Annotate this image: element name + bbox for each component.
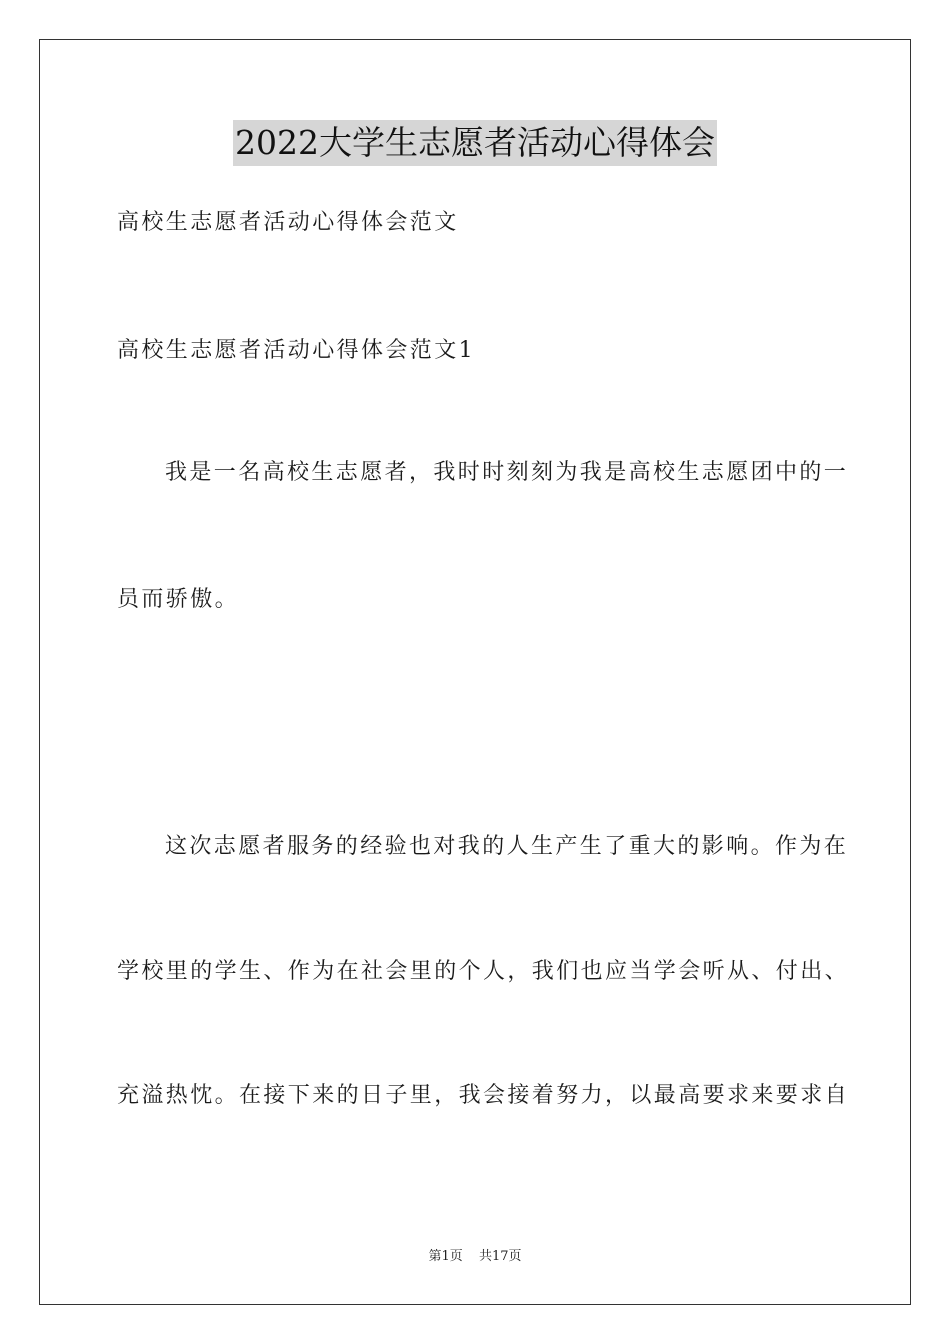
paragraph1-line1: 我是一名高校生志愿者，我时时刻刻为我是高校生志愿团中的一 — [165, 460, 849, 485]
page-footer — [0, 1248, 950, 1266]
current-page-number: 第1页 — [428, 1249, 463, 1264]
total-page-count: 共17页 — [478, 1249, 522, 1264]
paragraph2-line2: 学校里的学生、作为在社会里的个人，我们也应当学会听从、付出、 — [117, 959, 850, 984]
document-subtitle: 高校生志愿者活动心得体会范文 — [117, 210, 459, 235]
paragraph2-line1: 这次志愿者服务的经验也对我的人生产生了重大的影响。作为在 — [165, 834, 849, 859]
title-container — [0, 120, 950, 166]
section-heading: 高校生志愿者活动心得体会范文1 — [117, 338, 475, 363]
paragraph2-line3: 充溢热忱。在接下来的日子里，我会接着努力，以最高要求来要求自 — [117, 1083, 850, 1108]
paragraph1-line2: 员而骄傲。 — [117, 587, 240, 612]
document-title: 2022大学生志愿者活动心得体会 — [233, 120, 717, 166]
